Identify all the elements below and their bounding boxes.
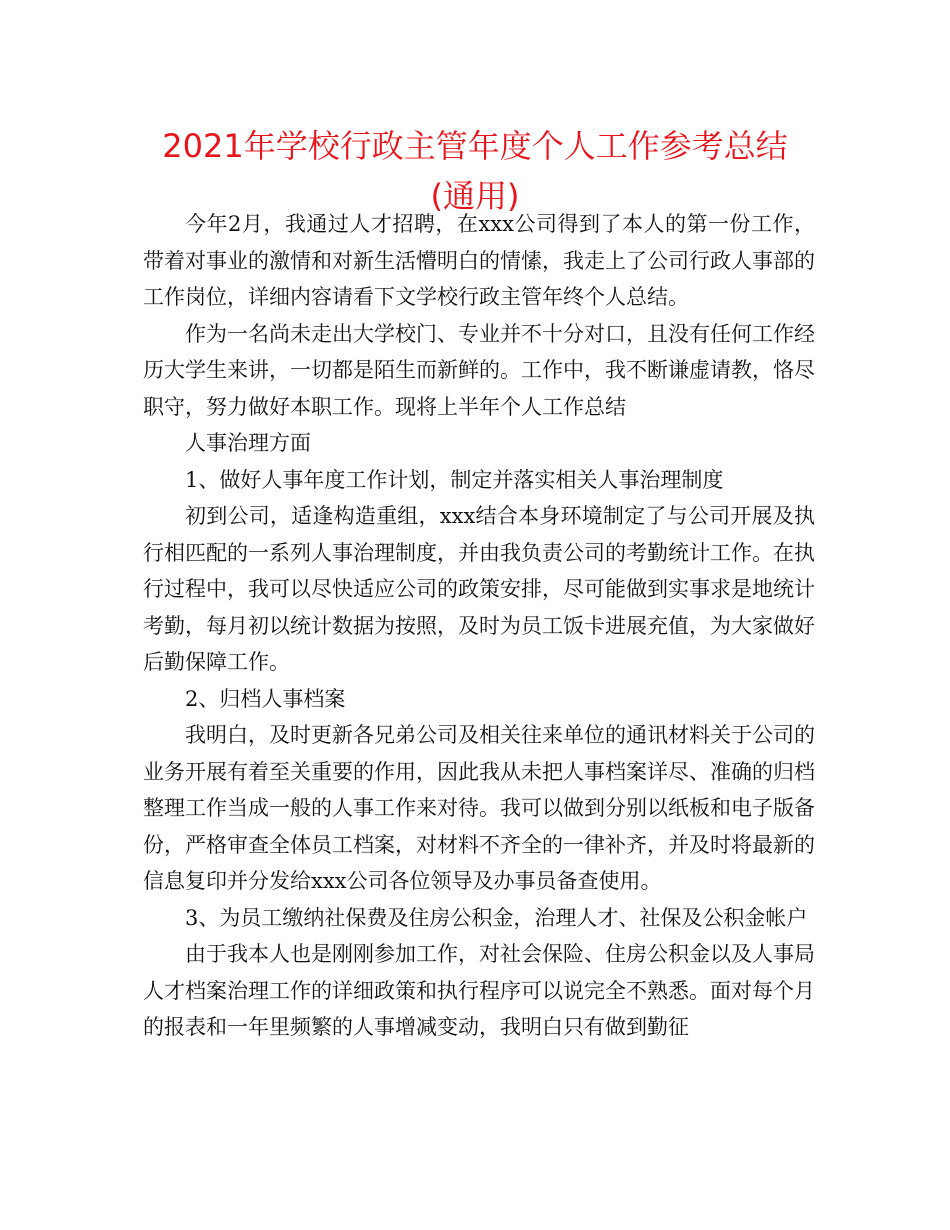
body-paragraph: 由于我本人也是刚刚参加工作，对社会保险、住房公积金以及人事局人才档案治理工作的详细政策和执行程序可以说完全不熟悉。面对每个月的报表和一年里频繁的人事增减变动，我明白只有做到勤征 [143,942,815,1039]
subsection-heading: 3、为员工缴纳社保费及住房公积金，治理人才、社保及公积金帐户 [185,905,808,930]
body-paragraph: 今年2月，我通过人才招聘，在xxx公司得到了本人的第一份工作，带着对事业的激情和对新生活懵明白的情愫，我走上了公司行政人事部的工作岗位，详细内容请看下文学校行政主管年终个人总结。 [143,212,815,309]
body-paragraph: 作为一名尚未走出大学校门、专业并不十分对口，且没有任何工作经历大学生来讲，一切都是陌生而新鲜的。工作中，我不断谦虚请教，恪尽职守，努力做好本职工作。现将上半年个人工作总结 [143,321,815,419]
document-body [143,206,815,1046]
document-title: 2021年学校行政主管年度个人工作参考总结 [162,127,788,165]
subsection-heading: 1、做好人事年度工作计划，制定并落实相关人事治理制度 [185,467,724,492]
document-subtitle: (通用) [430,177,520,215]
section-heading: 人事治理方面 [185,431,311,455]
subsection-heading: 2、归档人事档案 [185,686,346,711]
body-paragraph: 我明白，及时更新各兄弟公司及相关往来单位的通讯材料关于公司的业务开展有着至关重要的作用，因此我从未把人事档案详尽、准确的归档整理工作当成一般的人事工作来对待。我可以做到分别以纸板和电子版备份，严格审查全体员工档案，对材料不齐全的一律补齐，并及时将最新的信息复印并分发给xxx公司各位领导及办事员备查使用。 [143,723,815,893]
body-paragraph: 初到公司，适逢构造重组，xxx结合本身环境制定了与公司开展及执行相匹配的一系列人事治理制度，并由我负责公司的考勤统计工作。在执行过程中，我可以尽快适应公司的政策安排，尽可能做到实事求是地统计考勤，每月初以统计数据为按照，及时为员工饭卡进展充值，为大家做好后勤保障工作。 [143,504,815,674]
